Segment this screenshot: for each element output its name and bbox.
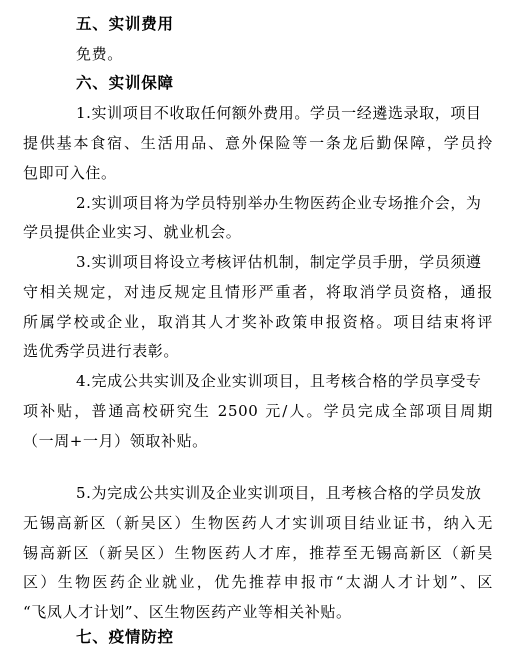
paragraph-3-line-2: 守相关规定，对违反规定且情形严重者，将取消学员资格，通报 xyxy=(23,283,493,301)
section-5-body: 免费。 xyxy=(76,45,123,63)
paragraph-3-line-4: 选优秀学员进行表彰。 xyxy=(23,342,180,360)
paragraph-5-line-3: 锡高新区（新吴区）生物医药人才库，推荐至无锡高新区（新吴 xyxy=(23,544,493,562)
section-7-heading: 七、疫情防控 xyxy=(76,628,174,646)
paragraph-3-line-3: 所属学校或企业，取消其人才奖补政策申报资格。项目结束将评 xyxy=(23,313,493,331)
paragraph-1-line-3: 包即可入住。 xyxy=(23,164,117,182)
paragraph-3-line-1: 3.实训项目将设立考核评估机制，制定学员手册，学员须遵 xyxy=(76,253,482,271)
section-5-heading: 五、实训费用 xyxy=(76,15,174,33)
paragraph-1-line-2: 提供基本食宿、生活用品、意外保险等一条龙后勤保障，学员拎 xyxy=(23,134,493,152)
paragraph-5-line-1: 5.为完成公共实训及企业实训项目，且考核合格的学员发放 xyxy=(76,484,482,502)
paragraph-4-line-3: （一周+一月）领取补贴。 xyxy=(23,432,208,450)
paragraph-1-line-1: 1.实训项目不收取任何额外费用。学员一经遴选录取，项目 xyxy=(76,104,482,122)
paragraph-5-line-5: “飞凤人才计划”、区生物医药产业等相关补贴。 xyxy=(23,603,352,621)
paragraph-4-line-1: 4.完成公共实训及企业实训项目，且考核合格的学员享受专 xyxy=(76,372,482,390)
paragraph-5-line-4: 区）生物医药企业就业，优先推荐申报市“太湖人才计划”、区 xyxy=(23,573,493,591)
paragraph-2-line-2: 学员提供企业实习、就业机会。 xyxy=(23,223,242,241)
paragraph-5-line-2: 无锡高新区（新吴区）生物医药人才实训项目结业证书，纳入无 xyxy=(23,514,493,532)
paragraph-4-line-2: 项补贴，普通高校研究生 2500 元/人。学员完成全部项目周期 xyxy=(23,402,493,420)
paragraph-2-line-1: 2.实训项目将为学员特别举办生物医药企业专场推介会，为 xyxy=(76,194,482,212)
section-6-heading: 六、实训保障 xyxy=(76,74,174,92)
